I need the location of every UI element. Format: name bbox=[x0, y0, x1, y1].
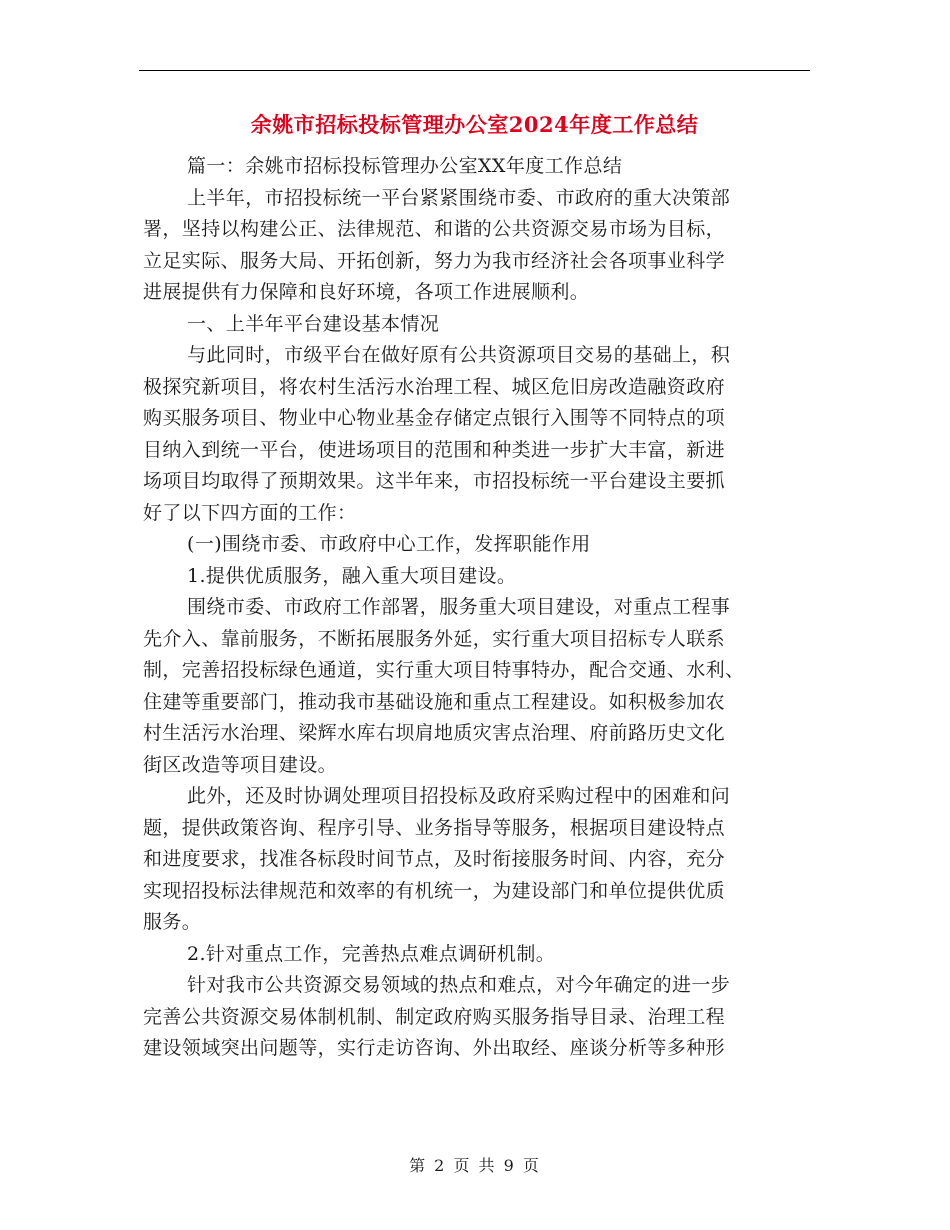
text-line: 题，提供政策咨询、程序引导、业务指导等服务，根据项目建设特点 bbox=[143, 816, 726, 839]
text-line: 住建等重要部门，推动我市基础设施和重点工程建设。如积极参加农 bbox=[143, 690, 726, 713]
document-body bbox=[143, 151, 809, 1065]
text-line: 和进度要求，找准各标段时间节点，及时衔接服务时间、内容，充分 bbox=[143, 848, 726, 870]
text-line: 上半年，市招投标统一平台紧紧围绕市委、市政府的重大决策部 bbox=[187, 186, 731, 209]
text-line: 场项目均取得了预期效果。这半年来，市招投标统一平台建设主要抓 bbox=[143, 470, 726, 492]
text-line: 围绕市委、市政府工作部署，服务重大项目建设，对重点工程事 bbox=[187, 596, 731, 618]
text-line: 街区改造等项目建设。 bbox=[143, 753, 338, 776]
text-line: 极探究新项目，将农村生活污水治理工程、城区危旧房改造融资政府 bbox=[143, 375, 726, 398]
text-line: 署，坚持以构建公正、法律规范、和谐的公共资源交易市场为目标， bbox=[143, 218, 726, 240]
page-footer: 第 2 页 共 9 页 bbox=[409, 1156, 541, 1175]
text-line: 一、上半年平台建设基本情况 bbox=[187, 312, 440, 335]
text-line: 篇一：余姚市招标投标管理办公室XX年度工作总结 bbox=[187, 155, 623, 177]
text-line: 进展提供有力保障和良好环境，各项工作进展顺利。 bbox=[143, 281, 590, 303]
text-line: 2.针对重点工作，完善热点难点调研机制。 bbox=[187, 942, 556, 965]
text-line: 完善公共资源交易体制机制、制定政府购买服务指导目录、治理工程 bbox=[143, 1005, 726, 1028]
text-line: 实现招投标法律规范和效率的有机统一，为建设部门和单位提供优质 bbox=[143, 879, 726, 902]
text-line: 好了以下四方面的工作： bbox=[143, 501, 357, 524]
text-line: 此外，还及时协调处理项目招投标及政府采购过程中的困难和问 bbox=[187, 785, 731, 807]
text-line: 针对我市公共资源交易领域的热点和难点，对今年确定的进一步 bbox=[187, 974, 731, 996]
text-line: 服务。 bbox=[143, 911, 202, 933]
text-line: 立足实际、服务大局、开拓创新，努力为我市经济社会各项事业科学 bbox=[143, 249, 726, 272]
document-title: 余姚市招标投标管理办公室2024年度工作总结 bbox=[250, 112, 699, 137]
text-line: 先介入、靠前服务，不断拓展服务外延，实行重大项目招标专人联系 bbox=[143, 627, 726, 650]
text-line: 1.提供优质服务，融入重大项目建设。 bbox=[187, 564, 517, 587]
text-line: 与此同时，市级平台在做好原有公共资源项目交易的基础上，积 bbox=[187, 344, 731, 366]
text-line: 建设领域突出问题等，实行走访咨询、外出取经、座谈分析等多种形 bbox=[143, 1037, 726, 1059]
header-rule bbox=[139, 70, 810, 71]
text-line: 购买服务项目、物业中心物业基金存储定点银行入围等不同特点的项 bbox=[143, 407, 726, 429]
text-line: 村生活污水治理、梁辉水库右坝肩地质灾害点治理、府前路历史文化 bbox=[143, 722, 726, 744]
text-line: (一)围绕市委、市政府中心工作，发挥职能作用 bbox=[187, 533, 591, 555]
text-line: 制，完善招投标绿色通道，实行重大项目特事特办，配合交通、水利、 bbox=[143, 659, 745, 681]
text-line: 目纳入到统一平台，使进场项目的范围和种类进一步扩大丰富，新进 bbox=[143, 438, 726, 461]
